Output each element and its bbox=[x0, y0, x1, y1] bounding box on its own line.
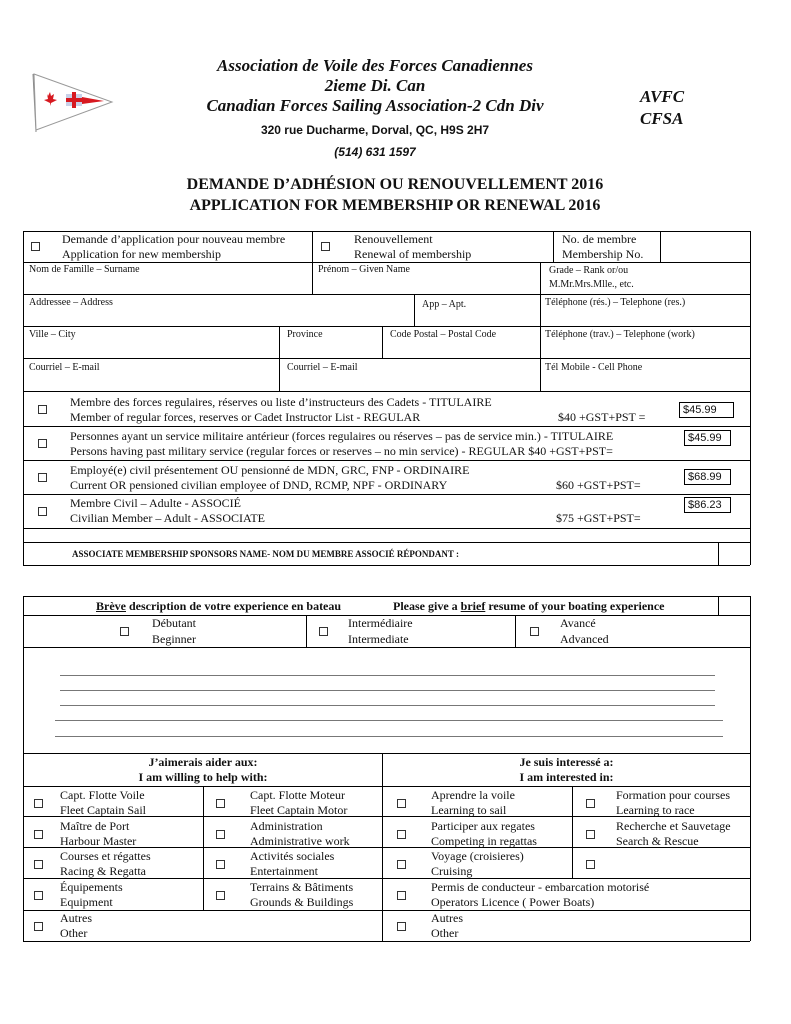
membership-past-military-en: Persons having past military service (regular forces or reserves – no min service) - REGULAR $40 +GST+PST= bbox=[70, 444, 613, 458]
membership-associate-fee: $75 +GST+PST= bbox=[556, 511, 641, 525]
help-racing-regatta-en: Racing & Regatta bbox=[60, 864, 146, 878]
membership-civilian-employee-checkbox[interactable] bbox=[38, 473, 47, 482]
interest-cruising-fr: Voyage (croisieres) bbox=[431, 849, 524, 863]
experience-heading-fr-rest: description de votre experience en bateau bbox=[125, 599, 342, 613]
membership-associate-fr: Membre Civil – Adulte - ASSOCIÉ bbox=[70, 496, 241, 510]
membership-associate-total[interactable]: $86.23 bbox=[684, 497, 731, 513]
renewal-label-fr: Renouvellement bbox=[354, 232, 433, 246]
help-fleet-captain-motor-fr: Capt. Flotte Moteur bbox=[250, 788, 345, 802]
membership-civilian-employee-total[interactable]: $68.99 bbox=[684, 469, 731, 485]
interest-learn-sail-checkbox[interactable] bbox=[397, 799, 406, 808]
interest-other-checkbox[interactable] bbox=[397, 922, 406, 931]
help-harbour-master-en: Harbour Master bbox=[60, 834, 137, 848]
help-heading-fr: J’aimerais aider aux: bbox=[148, 755, 258, 769]
intermediate-label-en: Intermediate bbox=[348, 632, 409, 646]
membership-regular-en: Member of regular forces, reserves or Cadet Instructor List - REGULAR bbox=[70, 410, 421, 424]
help-racing-regatta-checkbox[interactable] bbox=[34, 860, 43, 869]
address-label: Addressee – Address bbox=[29, 297, 113, 308]
interest-cruising-checkbox[interactable] bbox=[397, 860, 406, 869]
new-membership-label-fr: Demande d’application pour nouveau membre bbox=[62, 232, 286, 246]
membership-civilian-employee-fr: Employé(e) civil présentement OU pensionné de MDN, GRC, FNP - ORDINAIRE bbox=[70, 463, 470, 477]
help-racing-regatta-fr: Courses et régattes bbox=[60, 849, 151, 863]
interest-heading-fr: Je suis interessé a: bbox=[519, 755, 614, 769]
email-label-1: Courriel – E-mail bbox=[29, 362, 100, 373]
apt-label: App – Apt. bbox=[422, 299, 467, 310]
help-harbour-master-checkbox[interactable] bbox=[34, 830, 43, 839]
interest-other-fr: Autres bbox=[431, 911, 463, 925]
rank-label-1: Grade – Rank or/ou bbox=[549, 265, 629, 276]
help-grounds-buildings-checkbox[interactable] bbox=[216, 891, 225, 900]
sponsor-name-field[interactable] bbox=[520, 544, 715, 563]
membership-no-label-fr: No. de membre bbox=[562, 232, 637, 246]
beginner-label-en: Beginner bbox=[152, 632, 196, 646]
interest-power-licence-fr: Permis de conducteur - embarcation motorisé bbox=[431, 880, 650, 894]
membership-regular-fee: $40 +GST+PST = bbox=[558, 410, 646, 424]
tel-res-label: Téléphone (rés.) – Telephone (res.) bbox=[545, 297, 686, 308]
postal-code-label: Code Postal – Postal Code bbox=[390, 329, 497, 340]
help-grounds-buildings-en: Grounds & Buildings bbox=[250, 895, 354, 909]
cell-phone-label: Tél Mobile - Cell Phone bbox=[545, 362, 643, 373]
help-administration-en: Administrative work bbox=[250, 834, 350, 848]
experience-heading-en-pre: Please give a bbox=[393, 599, 461, 613]
interest-power-licence-checkbox[interactable] bbox=[397, 891, 406, 900]
help-equipment-en: Equipment bbox=[60, 895, 113, 909]
help-other-en: Other bbox=[60, 926, 88, 940]
division-fr: 2ieme Di. Can bbox=[324, 76, 426, 95]
rank-label-2: M.Mr.Mrs.Mlle., etc. bbox=[549, 279, 634, 290]
help-fleet-captain-motor-checkbox[interactable] bbox=[216, 799, 225, 808]
renewal-checkbox[interactable] bbox=[321, 242, 330, 251]
experience-heading-en-rest: resume of your boating experience bbox=[485, 599, 665, 613]
sponsor-label: ASSOCIATE MEMBERSHIP SPONSORS NAME- NOM DU MEMBRE ASSOCIÉ RÉPONDANT : bbox=[72, 549, 459, 559]
intermediate-label-fr: Intermédiaire bbox=[348, 616, 413, 630]
interest-cruising-en: Cruising bbox=[431, 864, 473, 878]
interest-regattas-checkbox[interactable] bbox=[397, 830, 406, 839]
help-entertainment-checkbox[interactable] bbox=[216, 860, 225, 869]
membership-civilian-employee-fee: $60 +GST+PST= bbox=[556, 478, 641, 492]
help-other-fr: Autres bbox=[60, 911, 92, 925]
email-label-2: Courriel – E-mail bbox=[287, 362, 358, 373]
surname-field[interactable] bbox=[25, 276, 310, 292]
help-harbour-master-fr: Maître de Port bbox=[60, 819, 130, 833]
membership-regular-fr: Membre des forces regulaires, réserves ou liste d’instructeurs des Cadets - TITULAIRE bbox=[70, 395, 492, 409]
help-grounds-buildings-fr: Terrains & Bâtiments bbox=[250, 880, 354, 894]
help-fleet-captain-motor-en: Fleet Captain Motor bbox=[250, 803, 348, 817]
phone: (514) 631 1597 bbox=[334, 145, 416, 159]
province-label: Province bbox=[287, 329, 323, 340]
title-en: APPLICATION FOR MEMBERSHIP OR RENEWAL 2016 bbox=[189, 197, 601, 214]
experience-heading-en bbox=[393, 599, 665, 614]
association-name-fr: Association de Voile des Forces Canadiennes bbox=[217, 56, 533, 75]
boating-experience-textarea[interactable] bbox=[40, 655, 730, 747]
given-name-field[interactable] bbox=[314, 276, 538, 292]
help-other-checkbox[interactable] bbox=[34, 922, 43, 931]
advanced-label-fr: Avancé bbox=[560, 616, 596, 630]
new-membership-label-en: Application for new membership bbox=[62, 247, 221, 261]
tel-work-label: Téléphone (trav.) – Telephone (work) bbox=[545, 329, 695, 340]
interest-learn-sail-fr: Aprendre la voile bbox=[431, 788, 515, 802]
interest-learn-race-checkbox[interactable] bbox=[586, 799, 595, 808]
advanced-checkbox[interactable] bbox=[530, 627, 539, 636]
renewal-label-en: Renewal of membership bbox=[354, 247, 472, 261]
beginner-checkbox[interactable] bbox=[120, 627, 129, 636]
membership-past-military-fr: Personnes ayant un service militaire antérieur (forces regulaires ou réserves – pas de service min.) - TITULAIRE bbox=[70, 429, 614, 443]
interest-regattas-en: Competing in regattas bbox=[431, 834, 537, 848]
given-name-label: Prénom – Given Name bbox=[318, 264, 410, 275]
interest-search-rescue-en: Search & Rescue bbox=[616, 834, 699, 848]
help-administration-fr: Administration bbox=[250, 819, 323, 833]
interest-other-en: Other bbox=[431, 926, 459, 940]
association-name-en: Canadian Forces Sailing Association-2 Cdn Div bbox=[206, 96, 544, 115]
city-label: Ville – City bbox=[29, 329, 76, 340]
help-fleet-captain-sail-en: Fleet Captain Sail bbox=[60, 803, 146, 817]
membership-civilian-employee-en: Current OR pensioned civilian employee of DND, RCMP, NPF - ORDINARY bbox=[70, 478, 448, 492]
interest-learn-sail-en: Learning to sail bbox=[431, 803, 507, 817]
address: 320 rue Ducharme, Dorval, QC, H9S 2H7 bbox=[260, 123, 490, 137]
help-heading-en: I am willing to help with: bbox=[138, 770, 268, 784]
experience-heading-fr-emphasis: Brève bbox=[96, 599, 126, 613]
title-fr: DEMANDE D’ADHÉSION OU RENOUVELLEMENT 2016 bbox=[186, 176, 604, 193]
help-fleet-captain-sail-checkbox[interactable] bbox=[34, 799, 43, 808]
experience-heading-fr bbox=[96, 599, 341, 614]
membership-regular-total[interactable]: $45.99 bbox=[679, 402, 734, 418]
help-equipment-fr: Équipements bbox=[60, 880, 123, 894]
interest-learn-race-en: Learning to race bbox=[616, 803, 695, 817]
beginner-label-fr: Débutant bbox=[152, 616, 196, 630]
membership-associate-en: Civilian Member – Adult - ASSOCIATE bbox=[70, 511, 265, 525]
help-entertainment-fr: Activités sociales bbox=[250, 849, 335, 863]
experience-heading-en-emphasis: brief bbox=[460, 599, 486, 613]
code-cfsa: CFSA bbox=[640, 109, 684, 128]
code-avfc: AVFC bbox=[640, 87, 685, 106]
new-membership-checkbox[interactable] bbox=[31, 242, 40, 251]
help-administration-checkbox[interactable] bbox=[216, 830, 225, 839]
surname-label: Nom de Famille – Surname bbox=[29, 264, 140, 275]
membership-past-military-total[interactable]: $45.99 bbox=[684, 430, 731, 446]
interest-learn-race-fr: Formation pour courses bbox=[616, 788, 730, 802]
interest-search-rescue-checkbox[interactable] bbox=[586, 830, 595, 839]
membership-no-label-en: Membership No. bbox=[562, 247, 644, 261]
help-entertainment-en: Entertainment bbox=[250, 864, 318, 878]
help-fleet-captain-sail-fr: Capt. Flotte Voile bbox=[60, 788, 145, 802]
address-field[interactable] bbox=[25, 309, 412, 325]
membership-no-field[interactable] bbox=[662, 233, 748, 260]
interest-regattas-fr: Participer aux regates bbox=[431, 819, 535, 833]
interest-power-licence-en: Operators Licence ( Power Boats) bbox=[431, 895, 595, 909]
membership-associate-checkbox[interactable] bbox=[38, 507, 47, 516]
membership-past-military-checkbox[interactable] bbox=[38, 439, 47, 448]
help-equipment-checkbox[interactable] bbox=[34, 891, 43, 900]
association-flag-logo bbox=[30, 72, 115, 134]
interest-blank-checkbox[interactable] bbox=[586, 860, 595, 869]
interest-heading-en: I am interested in: bbox=[519, 770, 614, 784]
interest-search-rescue-fr: Recherche et Sauvetage bbox=[616, 819, 731, 833]
advanced-label-en: Advanced bbox=[560, 632, 609, 646]
membership-regular-checkbox[interactable] bbox=[38, 405, 47, 414]
intermediate-checkbox[interactable] bbox=[319, 627, 328, 636]
